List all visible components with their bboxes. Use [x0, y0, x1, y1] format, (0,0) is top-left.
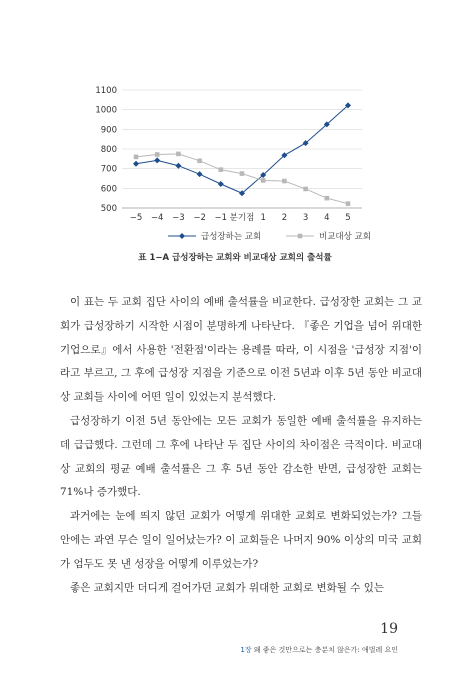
paragraph: 이 표는 두 교회 집단 사이의 예배 출석률을 비교한다. 급성장한 교회는 그 교회가 급성장하기 시작한 시점이 분명하게 나타난다. 『좋은 기업을 넘어 위대한 기업으로』에서 사용한 '전환점'이라는 용례를 따라, 이 시점을 '급성장 지점'이라고 부르고, 그 후에 급성장 지점을 기준으로 이전 5년과 이후 5년 동안 비교대상 교회들 사이에 어떤 일이 있었는지 분석했다. [60, 296, 422, 404]
y-tick-label: 900 [100, 125, 117, 136]
x-tick-label: 3 [302, 213, 309, 223]
x-tick-label: 2 [281, 213, 288, 223]
data-point [325, 196, 330, 201]
y-tick-label: 500 [100, 204, 117, 214]
x-tick-label: −3 [172, 213, 185, 223]
y-tick-label: 1000 [95, 105, 117, 116]
line-chart [0, 0, 470, 250]
data-point [261, 178, 266, 183]
x-tick-label: 1 [260, 213, 266, 223]
y-tick-label: 700 [100, 164, 117, 175]
chapter-label: 1장 [240, 646, 252, 654]
body-text [60, 291, 422, 600]
data-point [133, 161, 139, 167]
data-point [219, 167, 224, 172]
y-tick-label: 1100 [95, 86, 117, 96]
data-point [197, 171, 203, 177]
legend-marker [298, 234, 303, 239]
data-point [240, 171, 245, 176]
data-point [346, 201, 351, 206]
page-number: 19 [380, 621, 398, 637]
y-tick-label: 800 [100, 145, 117, 155]
paragraph: 과거에는 눈에 띄지 않던 교회가 어떻게 위대한 교회로 변화되었는가? 그들 안에는 과연 무슨 일이 일어났는가? 이 교회들은 나머지 90% 이상의 미국 교회가 엄두도 못 낸 성장을 어떻게 이루었는가? [60, 510, 422, 570]
x-tick-label: −1 [214, 213, 228, 223]
paragraph: 급성장하기 이전 5년 동안에는 모든 교회가 동일한 예배 출석률을 유지하는 데 급급했다. 그런데 그 후에 나타난 두 집단 사이의 차이점은 극적이다. 비교대상 교회의 평균 예배 출석률은 그 후 5년 동안 감소한 반면, 급성장한 교회는 71%나 증가했다. [60, 414, 422, 499]
data-point [154, 157, 160, 163]
data-point [134, 155, 139, 160]
data-point [155, 152, 160, 157]
data-point [197, 159, 202, 164]
paragraph: 좋은 교회지만 더디게 걸어가던 교회가 위대한 교회로 변화될 수 있는 [70, 581, 385, 594]
x-tick-label: 5 [345, 213, 351, 223]
legend-label: 급성장하는 교회 [201, 232, 262, 242]
data-point [282, 179, 287, 184]
data-point [175, 163, 181, 169]
x-tick-label: −5 [129, 213, 143, 223]
y-tick-label: 600 [100, 184, 117, 195]
x-tick-label: 4 [324, 213, 330, 223]
chart-figure [0, 0, 470, 260]
chapter-title: 왜 좋은 것만으로는 충분치 않은가: 애벌레 요인 [251, 646, 398, 654]
x-tick-label: −2 [193, 213, 206, 223]
legend-label: 비교대상 교회 [319, 232, 371, 242]
running-footer [240, 645, 398, 655]
data-point [218, 181, 224, 187]
data-point [303, 187, 308, 192]
x-tick-label: 분기점 [229, 213, 255, 223]
data-point [176, 152, 181, 157]
chart-caption: 표 1−A 급성장하는 교회와 비교대상 교회의 출석률 [138, 253, 332, 263]
x-tick-label: −4 [150, 213, 164, 223]
legend-marker [179, 233, 185, 239]
